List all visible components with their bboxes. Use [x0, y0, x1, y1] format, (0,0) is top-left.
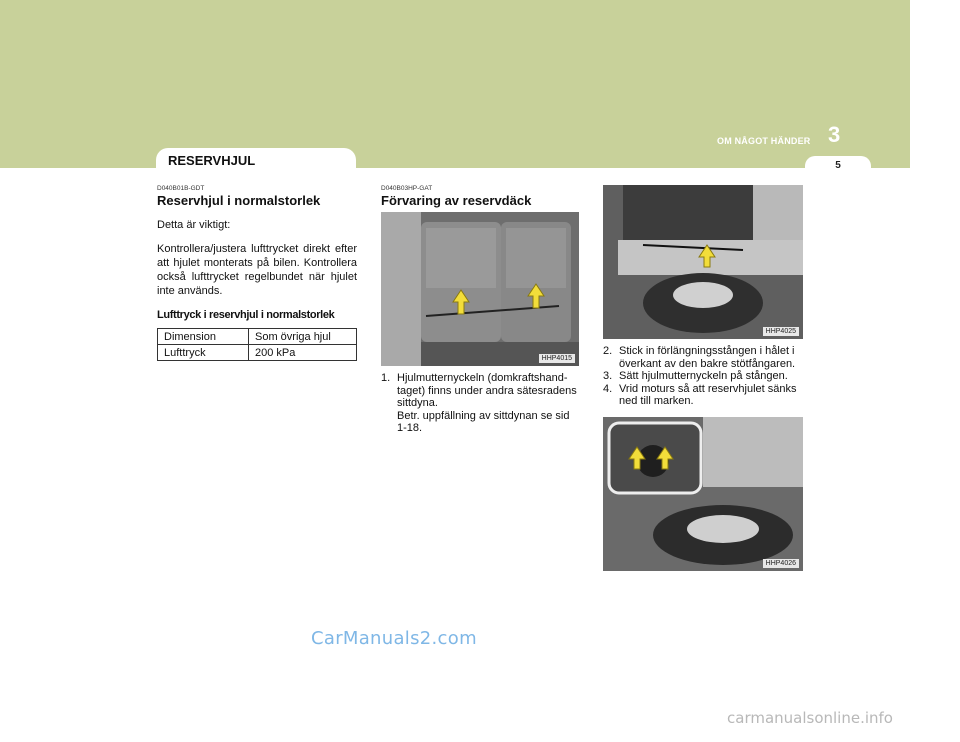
table-cell: Som övriga hjul	[249, 329, 357, 345]
step-text: Hjulmutternyckeln (domkraftshand-taget) finns under andra sätesradens sittdyna.	[397, 372, 577, 409]
figure-label: HHP4015	[539, 354, 575, 363]
step-list	[603, 345, 803, 408]
figure-label: HHP4026	[763, 559, 799, 568]
step-text: Stick in förlängningsstången i hålet i överkant av den bakre stötfångaren.	[619, 345, 796, 370]
step-note: Betr. uppfällning av sittdynan se sid 1-18.	[397, 409, 570, 434]
middle-column	[381, 185, 579, 435]
section-tab	[156, 148, 356, 174]
figure-label: HHP4025	[763, 327, 799, 336]
wheel-illustration	[603, 417, 803, 571]
list-item	[603, 345, 803, 370]
step-number: 4.	[603, 382, 613, 395]
left-column	[157, 185, 357, 361]
section-code: D040B01B-GDT	[157, 185, 205, 192]
page-number: 5	[835, 160, 841, 171]
wheel-figure	[603, 417, 803, 571]
bumper-figure	[603, 185, 803, 339]
pressure-table	[157, 328, 357, 361]
note-label: Detta är viktigt:	[157, 219, 231, 231]
table-cell: Dimension	[158, 329, 249, 345]
step-number: 2.	[603, 345, 613, 357]
chapter-title: OM NÅGOT HÄNDER	[717, 136, 811, 146]
section-heading: Förvaring av reservdäck	[381, 193, 532, 208]
watermark-carmanuals2: CarManuals2.com	[311, 628, 477, 649]
page-tab	[805, 156, 871, 174]
step-number: 3.	[603, 370, 613, 382]
step-text: Vrid moturs så att reservhjulet sänks ned till marken.	[619, 382, 797, 407]
bumper-illustration	[603, 185, 803, 339]
seat-illustration	[381, 212, 579, 366]
table-cell: 200 kPa	[249, 345, 357, 361]
chapter-number: 3	[828, 122, 841, 147]
section-title: RESERVHJUL	[168, 153, 256, 168]
seat-figure	[381, 212, 579, 366]
table-cell: Lufttryck	[158, 345, 249, 361]
section-code: D040B03HP-GAT	[381, 185, 433, 192]
right-column	[603, 185, 803, 571]
step-number: 1.	[381, 372, 391, 384]
table-heading: Lufttryck i reservhjul i normalstorlek	[157, 309, 335, 321]
step-text: Sätt hjulmutternyckeln på stången.	[619, 370, 788, 382]
note-text: Kontrollera/justera lufttrycket direkt efter att hjulet monterats på bilen. Kontrollera också lufttrycket regelbundet när hjulet inte används.	[157, 243, 357, 297]
table-row	[158, 329, 357, 345]
list-item	[603, 383, 803, 408]
step-list	[381, 372, 579, 435]
watermark-carmanualsonline: carmanualsonline.info	[727, 709, 893, 727]
list-item	[603, 370, 803, 383]
list-item	[381, 372, 579, 435]
section-heading: Reservhjul i normalstorlek	[157, 193, 321, 208]
table-row	[158, 345, 357, 361]
